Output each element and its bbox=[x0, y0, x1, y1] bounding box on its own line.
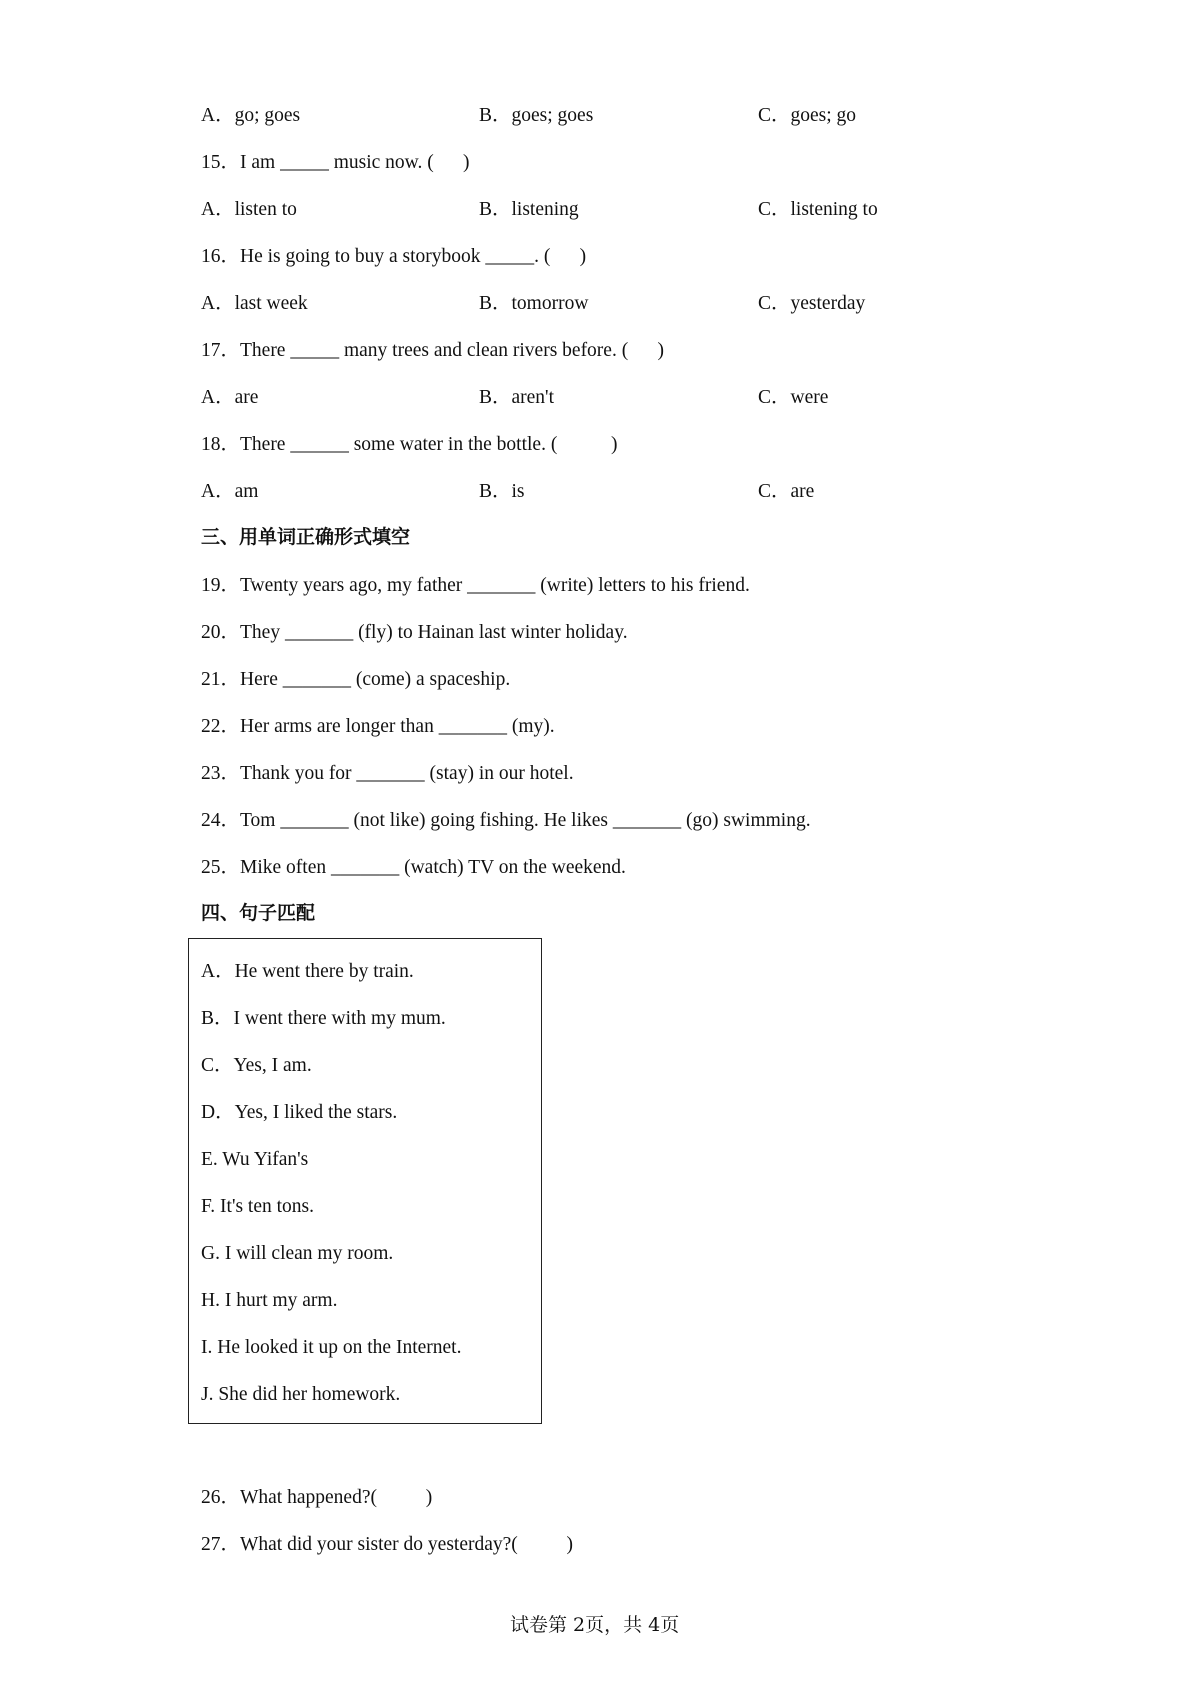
match-option-j: J. She did her homework. bbox=[201, 1384, 401, 1405]
match-option-f: F. It's ten tons. bbox=[201, 1196, 315, 1217]
match-option-d: D．Yes, I liked the stars. bbox=[201, 1102, 398, 1123]
q24-item: 24．Tom _______ (not like) going fishing. He likes _______ (go) swimming. bbox=[201, 810, 811, 831]
q18-option-c: C．are bbox=[758, 481, 815, 502]
q18-stem: 18．There ______ some water in the bottle. ( ) bbox=[201, 434, 618, 455]
q18-option-a: A．am bbox=[201, 481, 259, 502]
match-option-a: A．He went there by train. bbox=[201, 961, 414, 982]
match-option-g: G. I will clean my room. bbox=[201, 1243, 394, 1264]
match-option-c: C．Yes, I am. bbox=[201, 1055, 312, 1076]
q16-option-c: C．yesterday bbox=[758, 293, 866, 314]
q25-item: 25．Mike often _______ (watch) TV on the weekend. bbox=[201, 857, 626, 878]
section3-heading: 三、用单词正确形式填空 bbox=[201, 526, 411, 548]
q15-stem: 15．I am _____ music now. ( ) bbox=[201, 152, 470, 173]
q14-option-c: C．goes; go bbox=[758, 105, 857, 126]
q17-option-c: C．were bbox=[758, 387, 829, 408]
section4-heading: 四、句子匹配 bbox=[201, 902, 316, 924]
q15-option-b: B．listening bbox=[479, 199, 579, 220]
page-footer: 试卷第 2页，共 4页 bbox=[510, 1614, 680, 1636]
q26-item: 26．What happened?( ) bbox=[201, 1487, 433, 1508]
match-option-e: E. Wu Yifan's bbox=[201, 1149, 309, 1170]
q21-item: 21．Here _______ (come) a spaceship. bbox=[201, 669, 511, 690]
q15-option-c: C．listening to bbox=[758, 199, 878, 220]
q15-option-a: A．listen to bbox=[201, 199, 297, 220]
q17-option-a: A．are bbox=[201, 387, 259, 408]
q14-option-a: A．go; goes bbox=[201, 105, 301, 126]
q20-item: 20．They _______ (fly) to Hainan last winter holiday. bbox=[201, 622, 628, 643]
q17-stem: 17．There _____ many trees and clean rivers before. ( ) bbox=[201, 340, 664, 361]
q16-option-a: A．last week bbox=[201, 293, 308, 314]
match-option-b: B．I went there with my mum. bbox=[201, 1008, 446, 1029]
q16-option-b: B．tomorrow bbox=[479, 293, 589, 314]
q17-option-b: B．aren't bbox=[479, 387, 554, 408]
match-option-h: H. I hurt my arm. bbox=[201, 1290, 338, 1311]
q19-item: 19．Twenty years ago, my father _______ (write) letters to his friend. bbox=[201, 575, 750, 596]
match-option-i: I. He looked it up on the Internet. bbox=[201, 1337, 462, 1358]
q27-item: 27．What did your sister do yesterday?( ) bbox=[201, 1534, 574, 1555]
q23-item: 23．Thank you for _______ (stay) in our hotel. bbox=[201, 763, 574, 784]
q14-option-b: B．goes; goes bbox=[479, 105, 594, 126]
q18-option-b: B．is bbox=[479, 481, 525, 502]
q16-stem: 16．He is going to buy a storybook _____. ( ) bbox=[201, 246, 587, 267]
q22-item: 22．Her arms are longer than _______ (my). bbox=[201, 716, 555, 737]
